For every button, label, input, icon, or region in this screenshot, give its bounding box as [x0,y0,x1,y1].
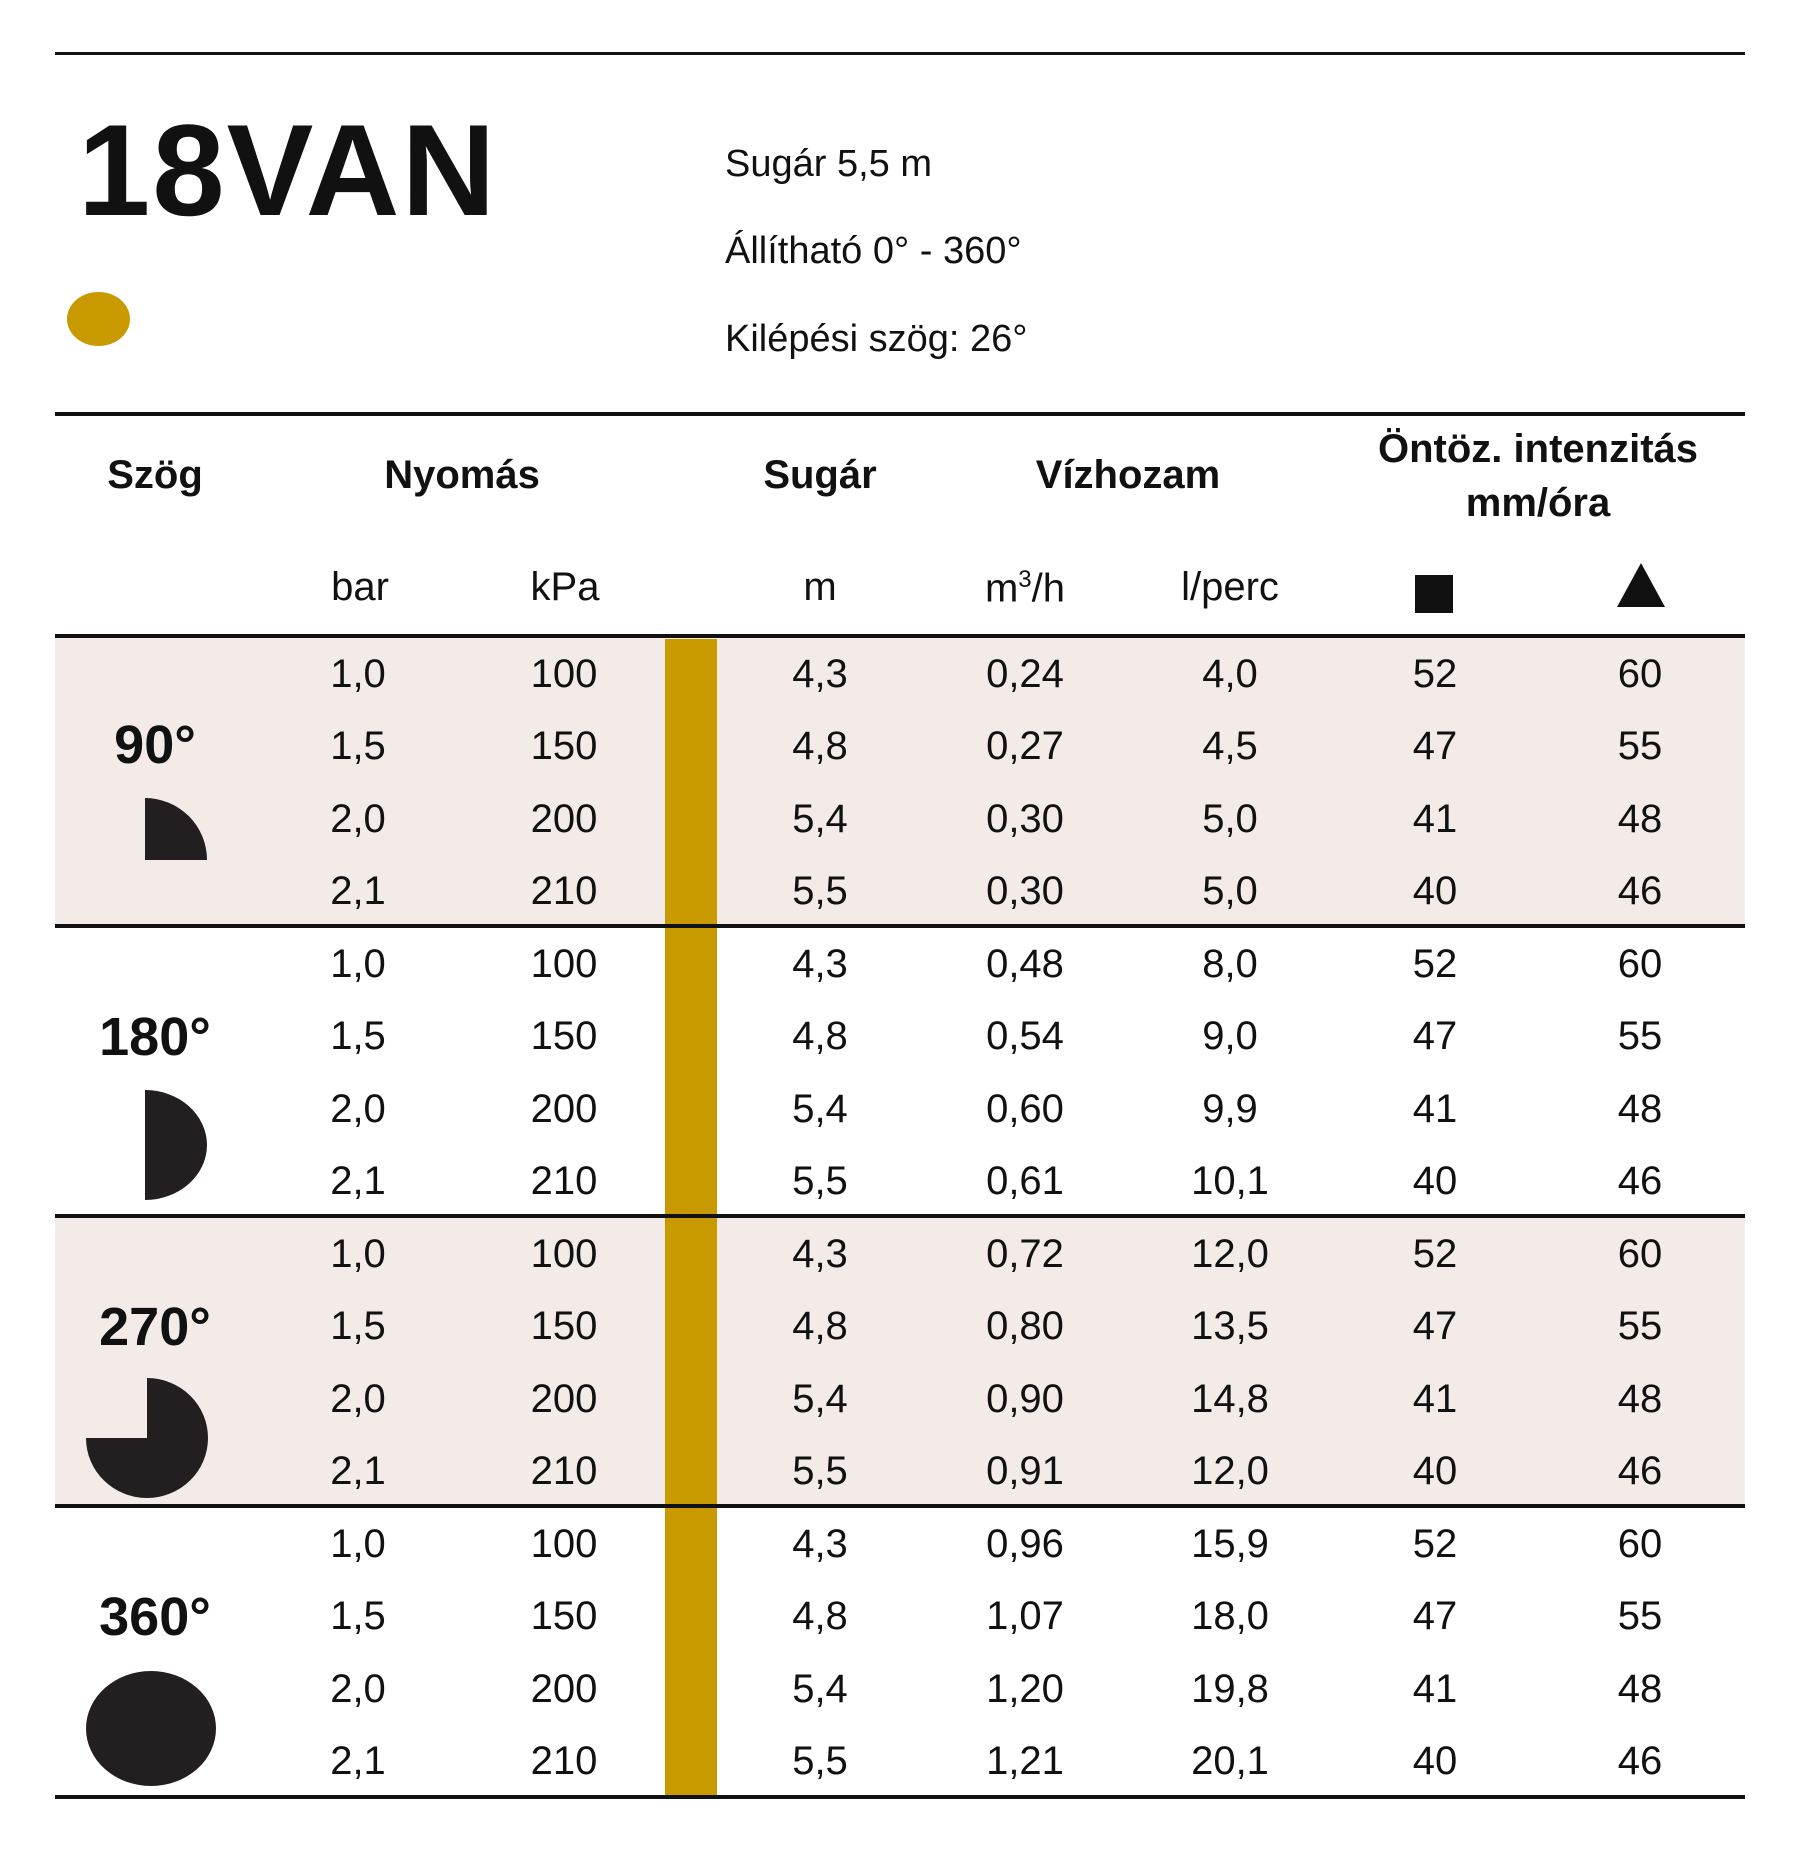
cell-m3h: 1,21 [986,1739,1064,1783]
cell-square: 47 [1412,1304,1458,1348]
cell-bar: 1,0 [330,1232,386,1276]
cell-lperc: 5,0 [1202,797,1258,841]
cell-m: 4,8 [792,1594,848,1638]
table-row [0,1153,1800,1213]
cell-m3h: 0,30 [986,869,1064,913]
group-90 [0,638,1800,928]
cell-m3h: 1,07 [986,1594,1064,1638]
cell-square: 40 [1412,1739,1458,1783]
cell-lperc: 10,1 [1191,1159,1269,1203]
unit-m3h-base: m [984,566,1019,611]
cell-m3h: 0,61 [986,1159,1064,1203]
cell-m3h: 0,24 [986,652,1064,696]
cell-square: 47 [1412,1594,1458,1638]
cell-m3h: 0,90 [986,1377,1064,1421]
angle-label: 90° [114,715,196,775]
top-rule [55,52,1745,55]
model-title: 18VAN [78,97,498,243]
cell-square: 47 [1412,1014,1458,1058]
cell-square: 52 [1412,1522,1458,1566]
cell-triangle: 60 [1617,652,1663,696]
cell-triangle: 55 [1617,1594,1663,1638]
table-row [0,1661,1800,1721]
cell-lperc: 8,0 [1202,942,1258,986]
cell-m: 4,3 [792,1232,848,1276]
cell-bar: 2,0 [330,1377,386,1421]
table-row [0,1516,1800,1576]
cell-m: 4,8 [792,1014,848,1058]
cell-bar: 2,1 [330,1159,386,1203]
cell-m3h: 0,48 [986,942,1064,986]
angle-label: 360° [99,1587,211,1647]
cell-lperc: 12,0 [1191,1232,1269,1276]
cell-square: 40 [1412,869,1458,913]
cell-m3h: 0,96 [986,1522,1064,1566]
cell-kpa: 200 [530,1667,598,1711]
cell-bar: 1,0 [330,1522,386,1566]
cell-m: 5,5 [792,869,848,913]
header-precipitation-line1: Öntöz. intenzitás [1378,427,1698,471]
cell-lperc: 15,9 [1191,1522,1269,1566]
cell-triangle: 60 [1617,1232,1663,1276]
cell-m: 4,8 [792,1304,848,1348]
cell-triangle: 55 [1617,1014,1663,1058]
cell-m: 5,4 [792,1667,848,1711]
spec-trajectory: Kilépési szög: 26° [725,318,1028,360]
cell-triangle: 48 [1617,1667,1663,1711]
cell-m3h: 0,54 [986,1014,1064,1058]
cell-kpa: 100 [530,1522,598,1566]
cell-kpa: 100 [530,1232,598,1276]
cell-m: 4,3 [792,652,848,696]
header-precipitation-line2: mm/óra [1465,481,1611,525]
cell-square: 52 [1412,942,1458,986]
cell-bar: 1,0 [330,652,386,696]
cell-square: 52 [1412,652,1458,696]
cell-lperc: 18,0 [1191,1594,1269,1638]
cell-kpa: 150 [530,1304,598,1348]
table-row [0,1226,1800,1286]
cell-triangle: 48 [1617,1377,1663,1421]
cell-m: 4,8 [792,724,848,768]
cell-kpa: 150 [530,724,598,768]
cell-lperc: 12,0 [1191,1449,1269,1493]
cell-triangle: 46 [1617,869,1663,913]
header-precipitation [1378,422,1698,530]
cell-triangle: 46 [1617,1739,1663,1783]
header-angle: Szög [107,453,203,497]
cell-kpa: 210 [530,1159,598,1203]
cell-bar: 2,0 [330,1087,386,1131]
unit-m3h-tail: /h [1031,566,1066,611]
unit-m3h [985,566,1065,611]
table-row [0,715,1800,778]
cell-kpa: 100 [530,652,598,696]
cell-triangle: 46 [1617,1449,1663,1493]
cell-square: 40 [1412,1159,1458,1203]
cell-lperc: 4,0 [1202,652,1258,696]
cell-lperc: 19,8 [1191,1667,1269,1711]
cell-m3h: 0,60 [986,1087,1064,1131]
table-row [0,1298,1800,1358]
cell-bar: 1,5 [330,1304,386,1348]
cell-m: 4,3 [792,1522,848,1566]
table-row [0,1443,1800,1503]
header-flow: Vízhozam [1035,453,1221,497]
cell-lperc: 9,9 [1202,1087,1258,1131]
cell-m3h: 1,20 [986,1667,1064,1711]
cell-bar: 2,1 [330,869,386,913]
cell-bar: 2,0 [330,797,386,841]
triangle-spacing-icon [1617,563,1665,607]
cell-lperc: 4,5 [1202,724,1258,768]
cell-kpa: 150 [530,1594,598,1638]
cell-square: 41 [1412,1377,1458,1421]
table-row [0,1371,1800,1431]
cell-triangle: 55 [1617,1304,1663,1348]
cell-m3h: 0,91 [986,1449,1064,1493]
group-360 [0,1508,1800,1798]
spec-adjustable: Állítható 0° - 360° [725,230,1022,272]
table-row [0,863,1800,923]
cell-square: 47 [1412,724,1458,768]
table-top-rule [55,412,1745,416]
unit-m: m [803,565,837,609]
table-row [0,791,1800,851]
cell-triangle: 55 [1617,724,1663,768]
cell-bar: 2,0 [330,1667,386,1711]
table-row [0,1008,1800,1068]
group-180 [0,928,1800,1218]
square-spacing-icon [1415,575,1453,613]
table-row [0,646,1800,706]
cell-kpa: 210 [530,869,598,913]
cell-m: 5,4 [792,797,848,841]
cell-kpa: 200 [530,1087,598,1131]
cell-triangle: 60 [1617,942,1663,986]
cell-triangle: 46 [1617,1159,1663,1203]
cell-square: 52 [1412,1232,1458,1276]
cell-square: 40 [1412,1449,1458,1493]
cell-m3h: 0,72 [986,1232,1064,1276]
table-row [0,1588,1800,1648]
cell-triangle: 48 [1617,1087,1663,1131]
cell-bar: 2,1 [330,1449,386,1493]
cell-m: 5,5 [792,1739,848,1783]
cell-bar: 1,5 [330,1594,386,1638]
unit-lperc: l/perc [1181,565,1279,609]
cell-m3h: 0,30 [986,797,1064,841]
cell-kpa: 210 [530,1449,598,1493]
cell-m: 5,4 [792,1087,848,1131]
cell-triangle: 48 [1617,797,1663,841]
spec-radius: Sugár 5,5 m [725,143,932,185]
cell-lperc: 13,5 [1191,1304,1269,1348]
cell-lperc: 5,0 [1202,869,1258,913]
header-radius: Sugár [763,453,877,497]
angle-label: 180° [99,1007,211,1067]
cell-bar: 1,5 [330,1014,386,1058]
cell-kpa: 100 [530,942,598,986]
cell-kpa: 200 [530,797,598,841]
cell-m: 4,3 [792,942,848,986]
table-row [0,1081,1800,1141]
table-row [0,936,1800,996]
cell-lperc: 14,8 [1191,1377,1269,1421]
table-row [0,1733,1800,1793]
cell-square: 41 [1412,1087,1458,1131]
cell-kpa: 150 [530,1014,598,1058]
header-pressure: Nyomás [384,453,540,497]
cell-kpa: 200 [530,1377,598,1421]
cell-m: 5,5 [792,1449,848,1493]
cell-square: 41 [1412,1667,1458,1711]
cell-m: 5,4 [792,1377,848,1421]
cell-bar: 1,0 [330,942,386,986]
nozzle-color-dot-icon [67,292,130,346]
cell-lperc: 20,1 [1191,1739,1269,1783]
cell-bar: 2,1 [330,1739,386,1783]
cell-m3h: 0,80 [986,1304,1064,1348]
cell-triangle: 60 [1617,1522,1663,1566]
unit-m3h-sup: 3 [1018,566,1032,593]
angle-label: 270° [99,1297,211,1357]
cell-m: 5,5 [792,1159,848,1203]
unit-bar: bar [331,565,389,609]
cell-m3h: 0,27 [986,724,1064,768]
cell-lperc: 9,0 [1202,1014,1258,1058]
cell-bar: 1,5 [330,724,386,768]
unit-kpa: kPa [530,565,600,609]
group-270 [0,1218,1800,1508]
cell-square: 41 [1412,797,1458,841]
cell-kpa: 210 [530,1739,598,1783]
